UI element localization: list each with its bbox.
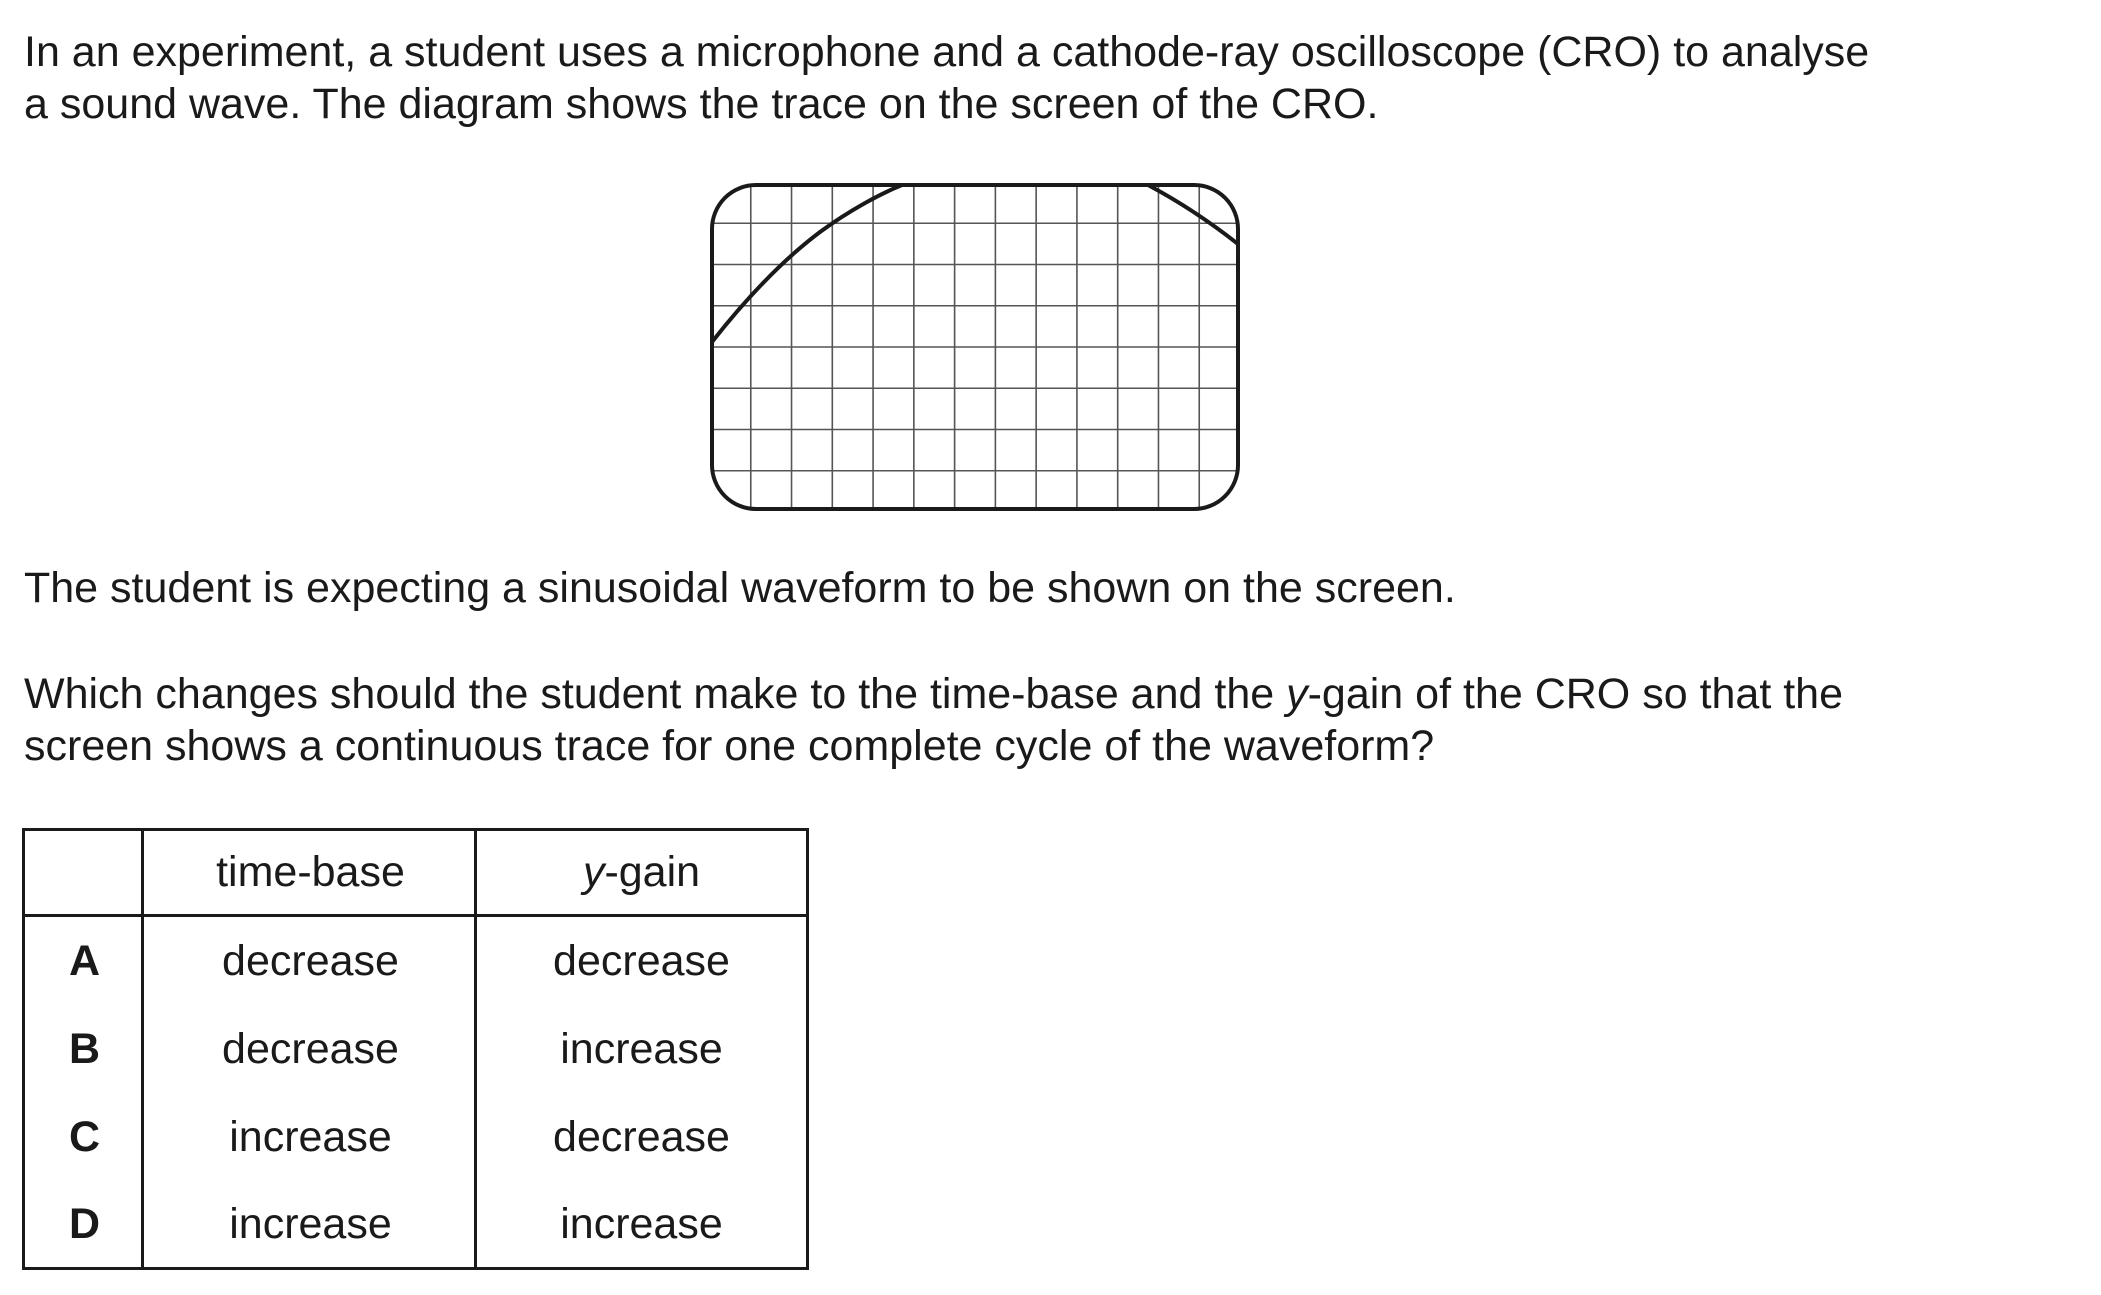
option-y-gain: increase <box>560 1199 723 1248</box>
question-line-1 <box>24 668 1843 720</box>
intro-line-1: In an experiment, a student uses a microphone and a cathode-ray oscilloscope (CRO) to analyse <box>24 28 1870 76</box>
cro-screen-diagram <box>710 182 1240 512</box>
intro-paragraph <box>24 26 1869 130</box>
header-y-italic: y <box>582 848 605 896</box>
option-letter: C <box>68 1112 101 1161</box>
option-y-gain: decrease <box>553 1112 730 1161</box>
option-time-base: increase <box>229 1199 392 1248</box>
option-y-gain: increase <box>560 1024 723 1073</box>
question-line-2: screen shows a continuous trace for one complete cycle of the waveform? <box>24 722 1435 770</box>
option-time-base: decrease <box>222 1024 399 1073</box>
header-time-base: time-base <box>216 848 405 896</box>
option-letter: B <box>68 1024 101 1073</box>
option-row-a[interactable] <box>25 917 806 1005</box>
option-row-b[interactable] <box>25 1005 806 1093</box>
header-y-gain <box>477 831 806 914</box>
option-row-d[interactable] <box>25 1181 806 1267</box>
question-line-1-start: Which changes should the student make to the time-base and the <box>24 670 1287 718</box>
answer-options-table <box>22 828 809 1270</box>
option-letter: D <box>68 1199 101 1248</box>
option-y-gain: decrease <box>553 936 730 985</box>
option-row-c[interactable] <box>25 1093 806 1181</box>
question-paragraph <box>24 668 1843 772</box>
question-line-1-end: -gain of the CRO so that the <box>1307 670 1844 718</box>
option-time-base: increase <box>229 1112 392 1161</box>
cro-grid <box>710 182 1240 512</box>
expectation-text: The student is expecting a sinusoidal waveform to be shown on the screen. <box>24 564 1456 612</box>
table-header-row <box>25 831 806 917</box>
header-empty-cell <box>25 831 144 914</box>
header-gain-text: -gain <box>604 848 701 896</box>
intro-line-2: a sound wave. The diagram shows the trace on the screen of the CRO. <box>24 80 1379 128</box>
option-letter: A <box>68 936 101 985</box>
wave-trace-right <box>1148 185 1238 244</box>
option-time-base: decrease <box>222 936 399 985</box>
y-italic: y <box>1286 670 1308 718</box>
